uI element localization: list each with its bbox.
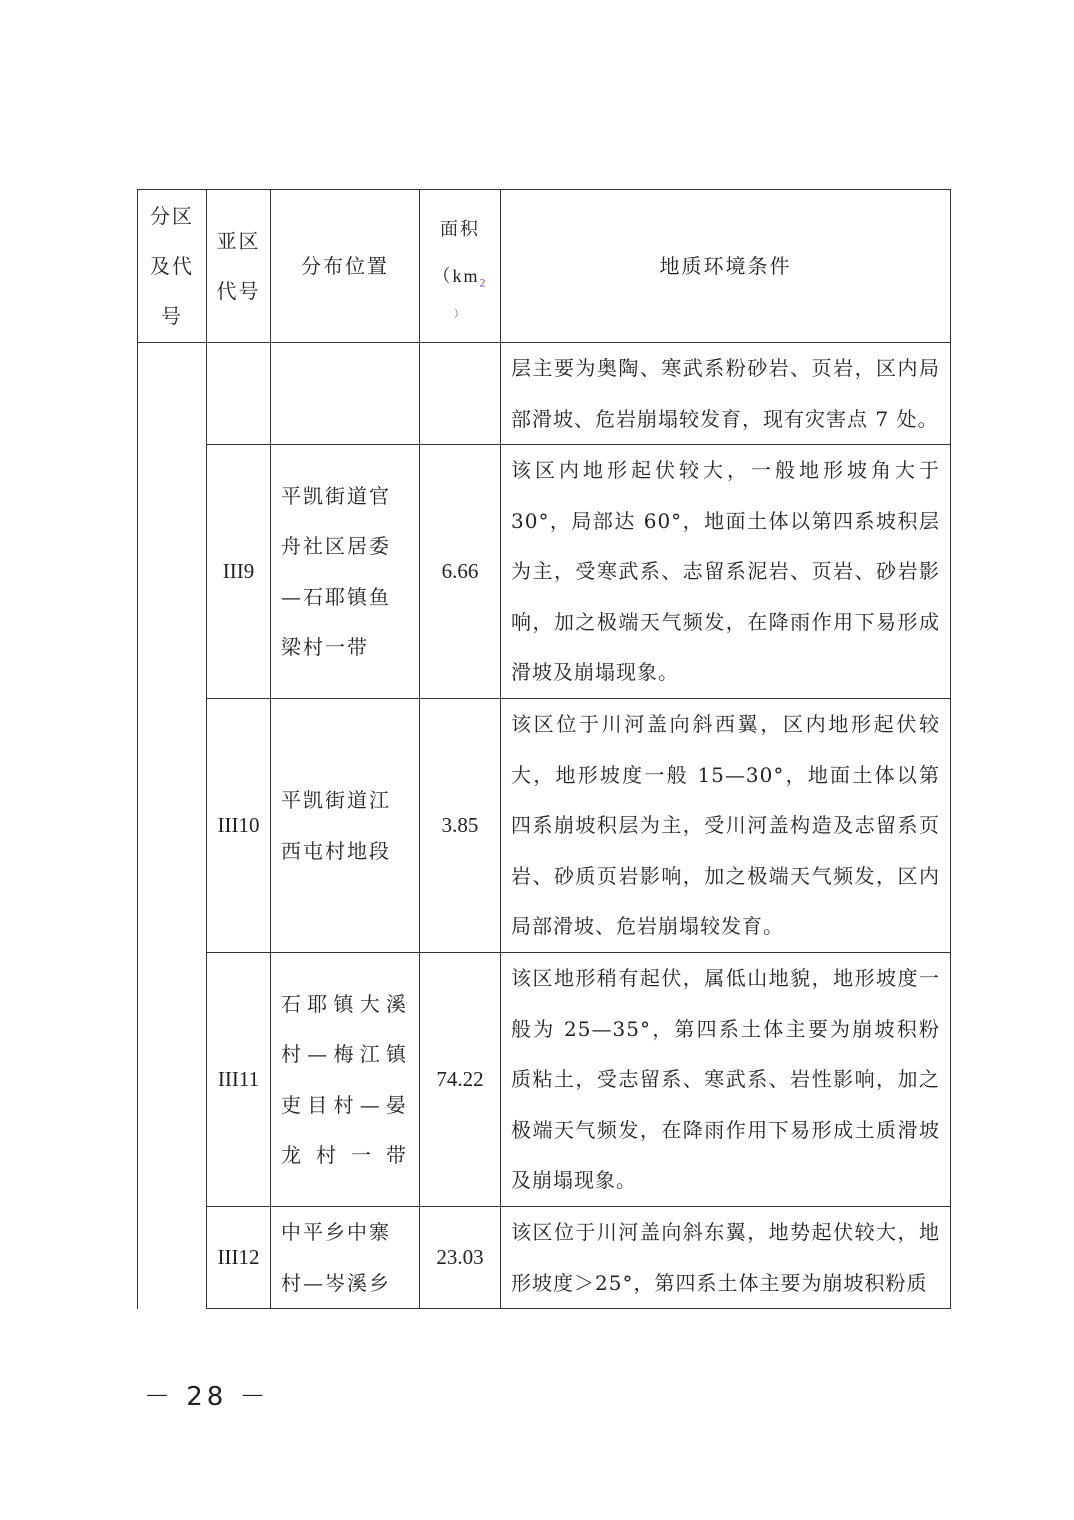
subzone-code: III10	[207, 699, 271, 953]
location-cell: 平凯街道官舟社区居委—石耶镇鱼梁村一带	[271, 445, 420, 699]
location-cell: 平凯街道江西屯村地段	[271, 699, 420, 953]
conditions-cell: 该区内地形起伏较大，一般地形坡角大于 30°，局部达 60°，地面土体以第四系坡积层为主，受寒武系、志留系泥岩、页岩、砂岩影响，加之极端天气频发，在降雨作用下易形成滑坡及崩塌现象。	[501, 445, 951, 699]
table-header-row	[138, 190, 951, 343]
header-conditions: 地质环境条件	[501, 190, 951, 343]
location-cell	[271, 343, 420, 445]
table-row	[138, 953, 951, 1207]
subzone-code: III12	[207, 1207, 271, 1309]
area-cell: 3.85	[420, 699, 501, 953]
conditions-cell: 层主要为奥陶、寒武系粉砂岩、页岩，区内局部滑坡、危岩崩塌较发育，现有灾害点 7 处。	[501, 343, 951, 445]
header-subzone: 亚区 代号	[207, 190, 271, 343]
table-row	[138, 343, 951, 445]
subzone-code: III9	[207, 445, 271, 699]
location-cell: 石耶镇大溪村—梅江镇吏目村—晏龙村一带	[271, 953, 420, 1207]
table-row	[138, 1207, 951, 1309]
conditions-cell: 该区地形稍有起伏，属低山地貌，地形坡度一般为 25—35°，第四系土体主要为崩坡积粉质粘土，受志留系、寒武系、岩性影响，加之极端天气频发，在降雨作用下易形成土质滑坡及崩塌现象。	[501, 953, 951, 1207]
subzone-code: III11	[207, 953, 271, 1207]
table-row	[138, 445, 951, 699]
zone-cell	[138, 343, 207, 1309]
header-area: 面积 （$km_2$ ）	[420, 190, 501, 343]
page-number: － 28 －	[144, 1382, 270, 1412]
table-row	[138, 699, 951, 953]
area-cell	[420, 343, 501, 445]
geology-zone-table	[137, 189, 951, 1309]
location-cell: 中平乡中寨村—岑溪乡	[271, 1207, 420, 1309]
subzone-code	[207, 343, 271, 445]
header-zone: 分区 及代 号	[138, 190, 207, 343]
area-cell: 74.22	[420, 953, 501, 1207]
header-location: 分布位置	[271, 190, 420, 343]
conditions-cell: 该区位于川河盖向斜西翼，区内地形起伏较大，地形坡度一般 15—30°，地面土体以第四系崩坡积层为主，受川河盖构造及志留系页岩、砂质页岩影响，加之极端天气频发，区内局部滑坡、危岩崩塌较发育。	[501, 699, 951, 953]
conditions-cell: 该区位于川河盖向斜东翼，地势起伏较大，地形坡度＞25°，第四系土体主要为崩坡积粉质	[501, 1207, 951, 1309]
area-cell: 6.66	[420, 445, 501, 699]
area-cell: 23.03	[420, 1207, 501, 1309]
